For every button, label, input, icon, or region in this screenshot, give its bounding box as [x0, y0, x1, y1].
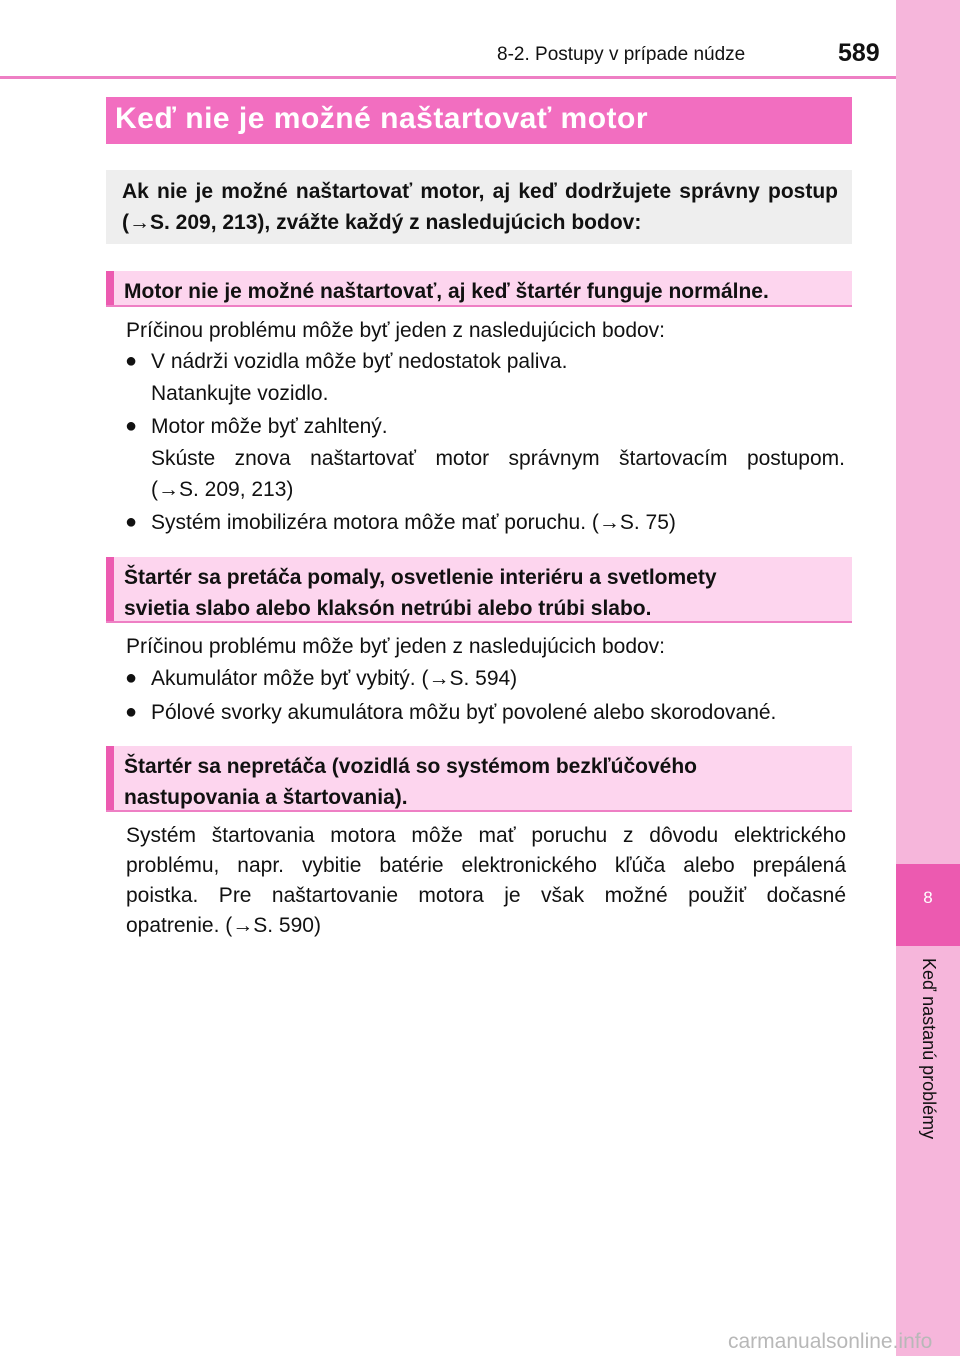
section-accent-bar [106, 746, 114, 810]
chapter-label-container [896, 958, 960, 1168]
section-accent-bar [106, 557, 114, 621]
bullet-icon: ● [125, 350, 138, 372]
bullet-text: Systém imobilizéra motora môže mať poruchu. (→S. 75) [151, 511, 676, 534]
bullet-subtext: Natankujte vozidlo. [151, 382, 329, 405]
page-title: Keď nie je možné naštartovať motor [115, 102, 649, 135]
bullet-text: Pólové svorky akumulátora môžu byť povolené alebo skorodované. [151, 701, 777, 724]
bullet-icon: ● [125, 701, 138, 723]
paragraph-line: Systém štartovania motora môže mať poruchu z dôvodu elektrického [126, 824, 846, 847]
section-heading-line: Motor nie je možné naštartovať, aj keď štartér funguje normálne. [124, 280, 769, 303]
bullet-text: Motor môže byť zahltený. [151, 415, 388, 438]
section-heading-1 [106, 271, 852, 307]
bullet-text: V nádrži vozidla môže byť nedostatok paliva. [151, 350, 568, 373]
section-lead: Príčinou problému môže byť jeden z nasledujúcich bodov: [126, 319, 666, 342]
intro-text: Ak nie je možné naštartovať motor, aj keď dodržujete správny postup (→S. 209, 213), zvážte každý z nasledujúcich bodov: [122, 180, 838, 234]
paragraph-line: opatrenie. (→S. 590) [126, 914, 321, 937]
cross-reference-link[interactable]: (→S. 209, 213) [151, 478, 294, 501]
section-lead: Príčinou problému môže byť jeden z nasledujúcich bodov: [126, 635, 666, 658]
bullet-icon: ● [125, 415, 138, 437]
chapter-number: 8 [923, 888, 933, 907]
bullet-icon: ● [125, 511, 138, 533]
watermark: carmanualsonline.info [728, 1330, 933, 1353]
bullet-icon: ● [125, 667, 138, 689]
paragraph-line: poistka. Pre naštartovanie motora je však možné použiť dočasné [126, 884, 846, 907]
section-heading-line: svietia slabo alebo klaksón netrúbi alebo trúbi slabo. [124, 597, 652, 620]
running-header-section: 8-2. Postupy v prípade núdze [497, 44, 746, 65]
chapter-label: Keď nastanú problémy [919, 958, 939, 1140]
section-heading-line: Štartér sa pretáča pomaly, osvetlenie interiéru a svetlomety [124, 566, 717, 589]
bullet-text: Akumulátor môže byť vybitý. (→S. 594) [151, 667, 518, 690]
bullet-subtext: Skúste znova naštartovať motor správnym štartovacím postupom. [151, 447, 845, 470]
section-heading-3 [106, 746, 852, 812]
section-accent-bar [106, 271, 114, 305]
section-heading-line: Štartér sa nepretáča (vozidlá so systémom bezkľúčového [124, 755, 697, 778]
paragraph-line: problému, napr. vybitie batérie elektronického kľúča alebo prepálená [126, 854, 846, 877]
section-heading-2 [106, 557, 852, 623]
page-number: 589 [838, 39, 880, 67]
header-rule [0, 76, 896, 79]
section-heading-line: nastupovania a štartovania). [124, 786, 408, 809]
